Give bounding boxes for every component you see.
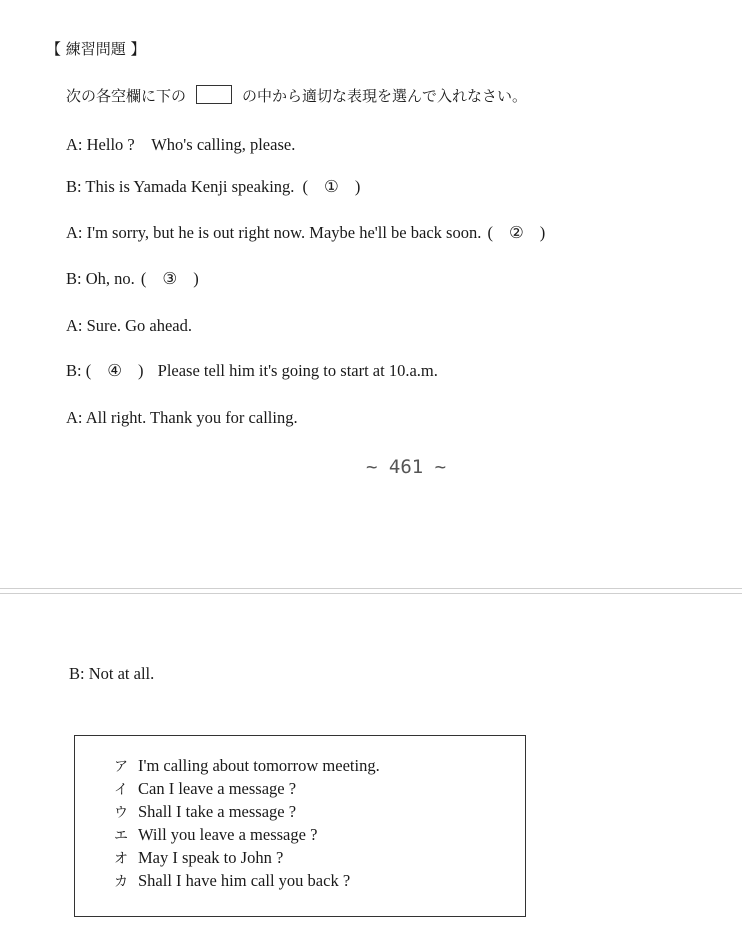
dialogue-line-4: B: Oh, no. ( ③ ) <box>66 269 199 288</box>
blank-1: ( ① ) <box>302 177 361 196</box>
instruction <box>66 85 527 106</box>
option-label: エ <box>114 828 128 844</box>
dialogue-line-6: B: ( ④ ) Please tell him it's going to start at 10.a.m. <box>66 361 438 380</box>
dialogue-line-2: B: This is Yamada Kenji speaking. ( ① ) <box>66 177 361 196</box>
dialogue-line-7: A: All right. Thank you for calling. <box>66 408 298 427</box>
page-break-divider <box>0 588 742 594</box>
option-ka: カ Shall I have him call you back ? <box>114 871 351 890</box>
option-o: オ May I speak to John ? <box>114 848 284 867</box>
option-u: ウ Shall I take a message ? <box>114 802 297 821</box>
option-e: エ Will you leave a message ? <box>114 825 318 844</box>
option-a: ア I'm calling about tomorrow meeting. <box>114 756 380 775</box>
instruction-before: 次の各空欄に下の <box>66 87 187 105</box>
option-label: カ <box>114 874 128 890</box>
page-number: ~ 461 ~ <box>366 456 447 478</box>
exercise-heading: 【 練習問題 】 <box>46 40 146 58</box>
blank-4: ( ④ ) <box>85 361 144 380</box>
dialogue-line-3: A: I'm sorry, but he is out right now. Maybe he'll be back soon. ( ② ) <box>66 223 546 242</box>
option-label: イ <box>114 782 128 798</box>
blank-2: ( ② ) <box>487 223 546 242</box>
dialogue-line-8: B: Not at all. <box>69 664 155 683</box>
option-i: イ Can I leave a message ? <box>114 779 297 798</box>
option-label: ウ <box>114 805 128 821</box>
option-label: ア <box>114 759 128 775</box>
instruction-after: の中から適切な表現を選んで入れなさい。 <box>242 87 528 105</box>
answer-box-icon <box>196 85 232 104</box>
option-label: オ <box>114 851 128 867</box>
dialogue-line-1: A: Hello ? Who's calling, please. <box>66 135 296 154</box>
blank-3: ( ③ ) <box>140 269 199 288</box>
dialogue-line-5: A: Sure. Go ahead. <box>66 316 193 335</box>
